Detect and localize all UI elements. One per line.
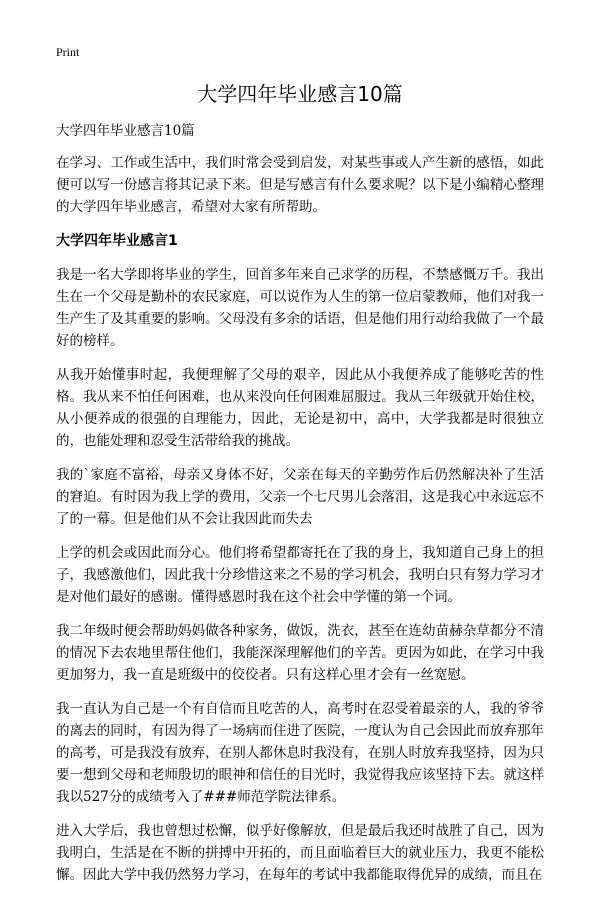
body-paragraph: 我二年级时便会帮助妈妈做各种家务，做饭，洗衣，甚至在连幼苗赫杂草都分不清的情况下去农地里帮住他们，我能深深理解他们的辛苦。更因为如此，在学习中我更加努力，我一直是班级中的佼佼者。只有这样心里才会有一丝宽慰。 bbox=[56, 623, 544, 683]
body-paragraph: 我的`家庭不富裕，母亲又身体不好，父亲在每天的辛勤劳作后仍然解决补了生活的窘迫。有时因为我上学的费用，父亲一个七尺男儿会落泪，这是我心中永远忘不了的一幕。但是他们从不会让我因此而失去 bbox=[56, 467, 544, 527]
intro-paragraph: 在学习、工作或生活中，我们时常会受到启发，对某些事或人产生新的感悟，如此便可以写一份感言将其记录下来。但是写感言有什么要求呢？以下是小编精心整理的大学四年毕业感言，希望对大家有所帮助。 bbox=[56, 155, 544, 215]
body-paragraph: 上学的机会或因此而分心。他们将希望都寄托在了我的身上，我知道自己身上的担子，我感激他们，因此我十分珍惜这来之不易的学习机会，我明白只有努力学习才是对他们最好的感谢。懂得感恩时我在这个社会中学懂的第一个词。 bbox=[56, 545, 544, 605]
document-subtitle: 大学四年毕业感言10篇 bbox=[56, 123, 195, 139]
body-paragraph: 从我开始懂事时起，我便理解了父母的艰辛，因此从小我便养成了能够吃苦的性格。我从来不怕任何困难，也从来没向任何困难屈服过。我从三年级就开始住校，从小便养成的很强的自理能力，因此，无论是初中，高中，大学我都是时很独立的，也能处理和忍受生活带给我的挑战。 bbox=[56, 367, 544, 449]
body-paragraph: 进入大学后，我也曾想过松懈，似乎好像解放，但是最后我还时战胜了自己，因为我明白，生活是在不断的拼搏中开拓的，而且面临着巨大的就业压力，我更不能松懈。因此大学中我仍然努力学习，在每年的考试中我都能取得优异的成绩，而且在 bbox=[56, 823, 544, 883]
print-label: Print bbox=[56, 45, 80, 59]
page-title: 大学四年毕业感言10篇 bbox=[197, 82, 403, 106]
body-paragraph: 我一直认为自己是一个有自信而且吃苦的人，高考时在忍受着最亲的人，我的爷爷的离去的同时，有因为得了一场病而住进了医院，一度认为自己会因此而放弃那年的高考，可是我没有放弃，在别人都休息时我没有，在别人时放弃我坚持，因为只要一想到父母和老师殷切的眼神和信任的目光时，我觉得我应该坚持下去。就这样我以527分的成绩考入了###师范学院法律系。 bbox=[56, 701, 544, 805]
document-content bbox=[56, 120, 544, 898]
section-heading: 大学四年毕业感言1 bbox=[56, 233, 178, 249]
body-paragraph: 我是一名大学即将毕业的学生，回首多年来自己求学的历程，不禁感慨万千。我出生在一个父母是勤朴的农民家庭，可以说作为人生的第一位启蒙教师，他们对我一生产生了及其重要的影响。父母没有多余的话语，但是他们用行动给我做了一个最好的榜样。 bbox=[56, 267, 544, 349]
